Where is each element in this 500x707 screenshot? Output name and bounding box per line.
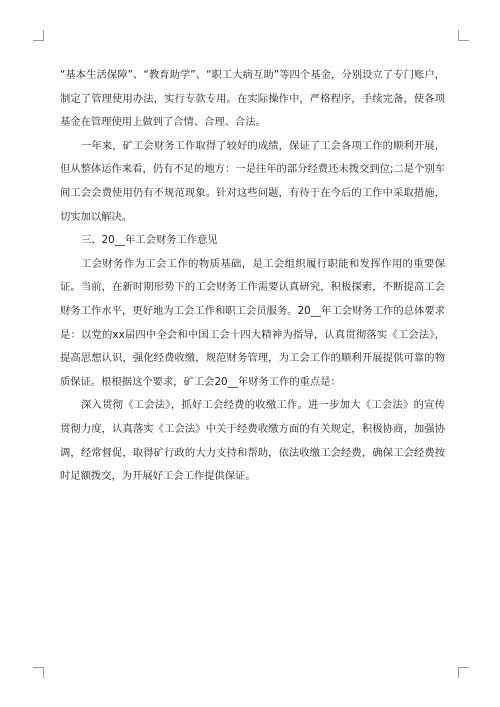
paragraph-union-law: 深入贯彻《工会法》，抓好工会经费的收缴工作。进一步加大《工会法》的宣传贯彻力度，认真落实《工会法》中关于经费收缴方面的有关规定，积极协商，加强协调，经常督促，取得矿行政的大力支持和帮助，依法收缴工会经费，确保工会经费按时足额拨交，为开展好工会工作提供保证。 [60, 399, 445, 483]
section-heading: 三、20__年工会财务工作意见 [81, 234, 218, 247]
crop-mark-top-left [33, 30, 44, 41]
paragraph-year-summary: 一年来，矿工会财务工作取得了较好的成绩，保证了工会各项工作的顺利开展，但从整体运作来看，仍有不足的地方：一是往年的部分经费还未拨交到位;二是个别车间工会会费使用仍有不规范现象。针对这些问题，有待于在今后的工作中采取措施，切实加以解决。 [60, 139, 445, 223]
paragraph-finance-opinion: 工会财务作为工会工作的物质基础，是工会组织履行职能和发挥作用的重要保证。当前，在新时期形势下的工会财务工作需要认真研究，积极探索，不断提高工会财务工作水平，更好地为工会工作和职工会员服务。20__年工会财务工作的总体要求是：以党的xx届四中全会和中国工会十四大精神为指导，认真贯彻落实《工会法》，提高思想认识，强化经费收缴，规范财务管理，为工会工作的顺利开展提供可靠的物质保证。根根据这个要求，矿工会20__年财务工作的重点是： [60, 257, 445, 388]
crop-mark-top-right [458, 30, 469, 41]
crop-mark-bottom-right [458, 667, 469, 678]
document-body [60, 64, 445, 489]
paragraph-funds: “基本生活保障”、“教育助学”、“职工大病互助”等四个基金，分别设立了专门账户，制定了管理使用办法，实行专款专用。在实际操作中，严格程序，手续完备，使各项基金在管理使用上做到了合情、合理、合法。 [60, 69, 445, 129]
crop-mark-bottom-left [33, 667, 44, 678]
